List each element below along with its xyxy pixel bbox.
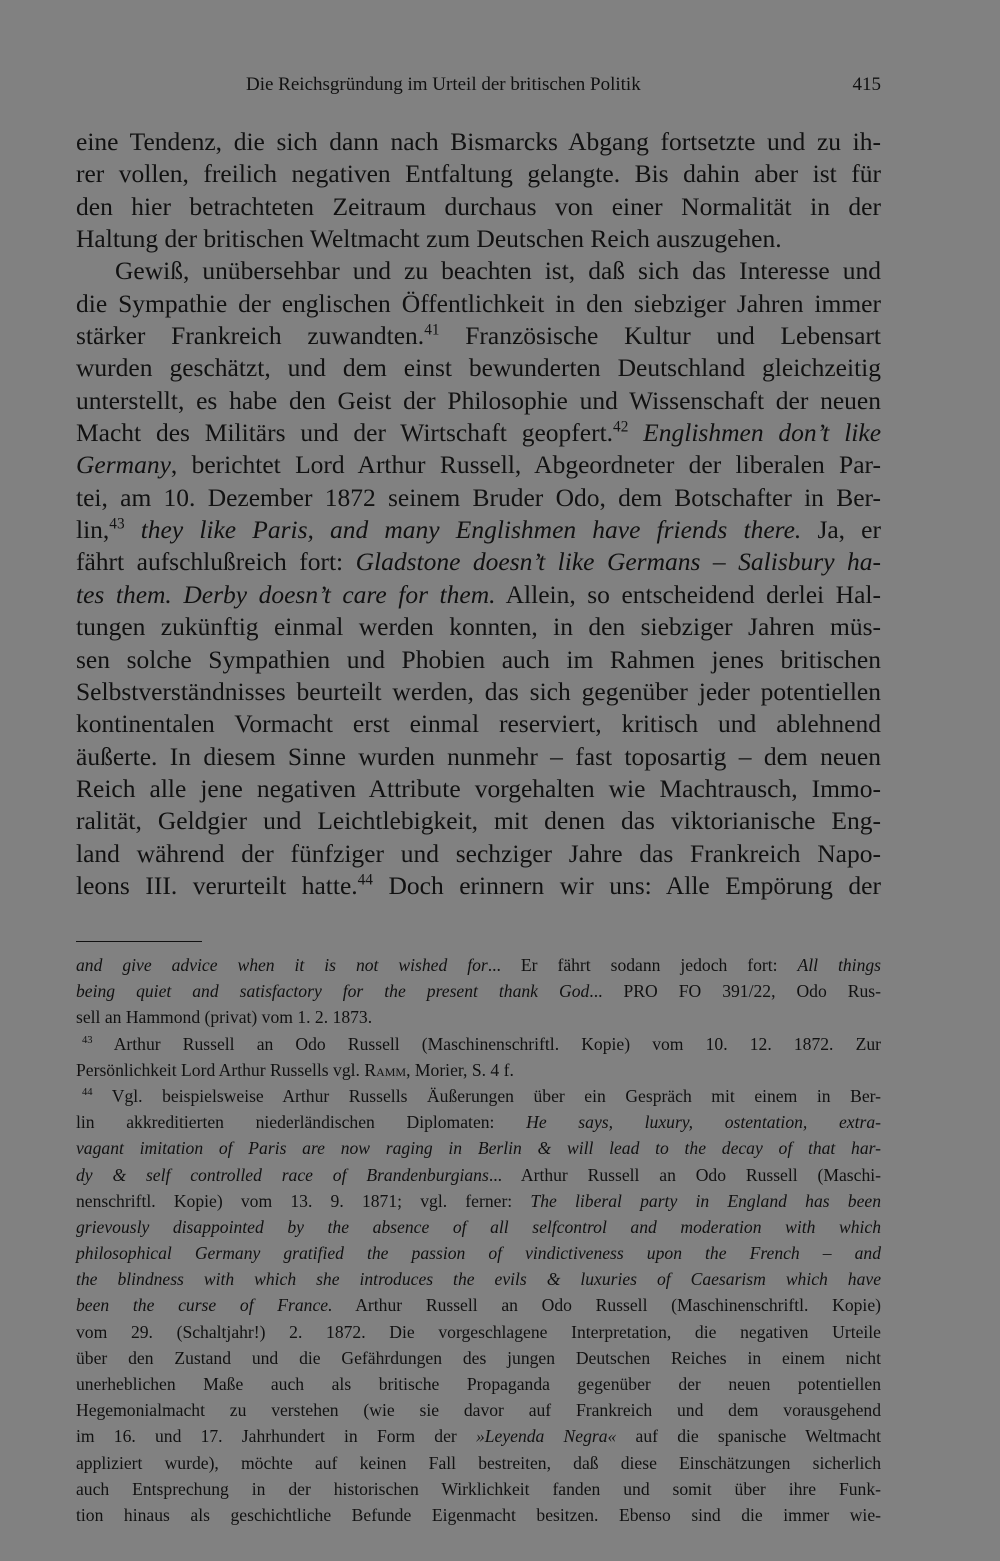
footnote-line [76, 1214, 881, 1240]
footnote-line [76, 1057, 881, 1083]
text-run: auf die spanische Weltmacht [616, 1426, 881, 1447]
book-page [76, 0, 881, 1561]
text-line: ralität, Geldgier und Leichtlebigkeit, mit denen das viktorianische Eng- [76, 806, 881, 836]
text-line [76, 417, 881, 449]
quote-italic: He says, luxury, ostentation, extra- [526, 1112, 881, 1133]
text-line: äußerte. In diesem Sinne wurden nunmehr – fast toposartig – dem neuen [76, 741, 881, 771]
footnote-line [76, 1266, 881, 1292]
text-line: Reich alle jene negativen Attribute vorgehalten wie Machtrausch, Immo- [76, 773, 881, 803]
text-line: tei, am 10. Dezember 1872 seinem Bruder Odo, dem Botschafter in Ber- [76, 482, 881, 512]
running-title: Die Reichsgründung im Urteil der britischen Politik [246, 74, 641, 95]
text-line: rer vollen, freilich negativen Entfaltung gelangte. Bis dahin aber ist für [76, 159, 881, 189]
footnote-line: vom 29. (Schaltjahr!) 2. 1872. Die vorgeschlagene Interpretation, die negativen Urteile [76, 1321, 881, 1342]
footnote-line [76, 1423, 881, 1449]
footnote-line: Hegemonialmacht zu verstehen (wie sie davor auf Frankreich und dem vorausgehend [76, 1400, 881, 1421]
quote-italic: Gladstone doesn’t like Germans – Salisbury ha- [355, 547, 881, 577]
text-line: Haltung der britischen Weltmacht zum Deutschen Reich auszugehen. [76, 224, 782, 254]
text-line: sen solche Sympathien und Phobien auch im Rahmen jenes britischen [76, 644, 881, 674]
footnote-line [76, 1162, 881, 1188]
text-run: stärker Frankreich zuwandten. [76, 321, 425, 351]
text-run: ... Arthur Russell an Odo Russell (Maschi- [488, 1164, 881, 1185]
quote-italic: being quiet and satisfactory for the present thank God [76, 981, 590, 1002]
text-run: ... PRO FO 391/22, Odo Rus- [589, 981, 882, 1002]
text-line: wurden geschätzt, und dem einst bewunderten Deutschland gleichzeitig [76, 353, 881, 383]
text-run: Arthur Russell an Odo Russell (Maschinenschriftl. Kopie) vom 10. 12. 1872. Zur [92, 1033, 881, 1054]
running-head [76, 74, 881, 104]
footnote-line [76, 952, 881, 978]
text-run: nenschriftl. Kopie) vom 13. 9. 1871; vgl. ferner: [76, 1190, 531, 1211]
footnote-line: auch Entsprechung in der historischen Wirklichkeit fanden und somit über ihre Funk- [76, 1478, 881, 1499]
quote-italic: been the curse of France. [76, 1295, 333, 1316]
footnote-number-43: 43 [82, 1034, 93, 1046]
text-line [76, 579, 881, 611]
text-run: Doch erinnern wir uns: Alle Empörung der [372, 870, 881, 900]
footnote-line: sell an Hammond (privat) vom 1. 2. 1873. [76, 1007, 373, 1028]
footnote-number-44: 44 [82, 1087, 93, 1099]
footnote-line: tion hinaus als geschichtliche Befunde Eigenmacht besitzen. Ebenso sind die immer wie- [76, 1504, 881, 1525]
text-run: , berichtet Lord Arthur Russell, Abgeordneter der liberalen Par- [170, 450, 881, 480]
text-line: den hier betrachteten Zeitraum durchaus von einer Normalität in der [76, 191, 881, 221]
text-line [76, 870, 881, 902]
footnote-line: appliziert wurde), möchte auf keinen Fall bestreiten, daß diese Einschätzungen sicherlich [76, 1452, 881, 1473]
text-run: lin, [76, 515, 110, 545]
text-line [76, 449, 881, 481]
footnote-line [76, 1135, 881, 1161]
text-run: , Morier, S. 4 f. [406, 1059, 514, 1080]
text-run: Vgl. beispielsweise Arthur Russells Äußerungen über ein Gespräch mit einem in Ber- [92, 1085, 881, 1106]
footnote-line [76, 978, 881, 1004]
quote-italic: Germany [76, 450, 171, 480]
footnote-43 [76, 1031, 881, 1057]
text-run: im 16. und 17. Jahrhundert in Form der [76, 1426, 476, 1447]
text-run: Allein, so entscheidend derlei Hal- [495, 579, 881, 609]
quote-italic: philosophical Germany gratified the passion of vindictiveness upon the French – and [76, 1243, 881, 1264]
text-line [76, 320, 881, 352]
text-line: land während der fünfziger und sechziger Jahre das Frankreich Napo- [76, 838, 881, 868]
quote-italic: All things [797, 955, 882, 975]
text-run: Arthur Russell an Odo Russell (Maschinenschriftl. Kopie) [332, 1295, 881, 1316]
footnote-line: unerheblichen Maße auch als britische Propaganda gegenüber der neuen potentiellen [76, 1374, 881, 1394]
text-line: eine Tendenz, die sich dann nach Bismarcks Abgang fortsetzte und zu ih- [76, 127, 881, 156]
footnote-line: über den Zustand und die Gefährdungen des jungen Deutschen Reiches in einem nicht [76, 1347, 881, 1368]
quote-italic: vagant imitation of Paris are now raging in Berlin & will lead to the decay of that har- [76, 1138, 881, 1159]
text-line: unterstellt, es habe den Geist der Philosophie und Wissenschaft der neuen [76, 385, 881, 415]
quote-italic: »Leyenda Negra« [475, 1426, 617, 1447]
text-line [76, 546, 881, 578]
footnote-line [76, 1188, 881, 1214]
footnote-line [76, 1292, 881, 1318]
quote-italic: the blindness with which she introduces the evils & luxuries of Caesarism which have [76, 1269, 881, 1290]
text-line [76, 514, 881, 546]
text-run: lin akkreditierten niederländischen Diplomaten: [76, 1112, 527, 1133]
text-run: Ja, er [801, 515, 881, 545]
footnote-44 [76, 1083, 881, 1109]
quote-italic: dy & self controlled race of Brandenburgians [76, 1164, 489, 1185]
author-name: Ramm [364, 1059, 407, 1080]
text-line: tungen zukünftig einmal werden konnten, in den siebziger Jahren müs- [76, 612, 881, 642]
page-number: 415 [852, 74, 881, 95]
text-run: ... Er fährt sodann jedoch fort: [487, 955, 798, 975]
quote-italic: Englishmen don’t like [643, 418, 882, 448]
footnote-ref-42: 42 [613, 418, 629, 436]
text-run: Macht des Militärs und der Wirtschaft geopfert. [76, 418, 614, 448]
text-line: die Sympathie der englischen Öffentlichkeit in den siebziger Jahren immer [76, 288, 881, 318]
quote-italic: tes them. Derby doesn’t care for them. [76, 579, 496, 609]
quote-italic: grievously disappointed by the absence of all selfcontrol and moderation with which [76, 1216, 881, 1237]
footnote-ref-41: 41 [424, 321, 440, 339]
quote-italic: and give advice when it is not wished for [76, 955, 488, 975]
text-line: Gewiß, unübersehbar und zu beachten ist, daß sich das Interesse und [115, 256, 881, 286]
footnote-line [76, 1240, 881, 1266]
footnote-line [76, 1109, 881, 1135]
quote-italic: The liberal party in England has been [530, 1190, 882, 1211]
text-run: fährt aufschlußreich fort: [76, 547, 356, 577]
footnote-ref-43: 43 [109, 515, 125, 533]
text-run: leons III. verurteilt hatte. [76, 870, 358, 900]
text-line: Selbstverständnisses beurteilt werden, das sich gegenüber jeder potentiellen [76, 676, 881, 706]
text-run: Französische Kultur und Lebensart [439, 321, 881, 351]
footnotes [76, 952, 881, 1528]
text-line: kontinentalen Vormacht erst einmal reserviert, kritisch und ablehnend [76, 709, 881, 739]
text-run: Persönlichkeit Lord Arthur Russells vgl. [76, 1059, 365, 1080]
main-text [76, 126, 881, 902]
quote-italic: they like Paris, and many Englishmen have friends there. [140, 515, 802, 545]
footnote-divider [76, 941, 202, 942]
footnote-ref-44: 44 [357, 871, 373, 889]
